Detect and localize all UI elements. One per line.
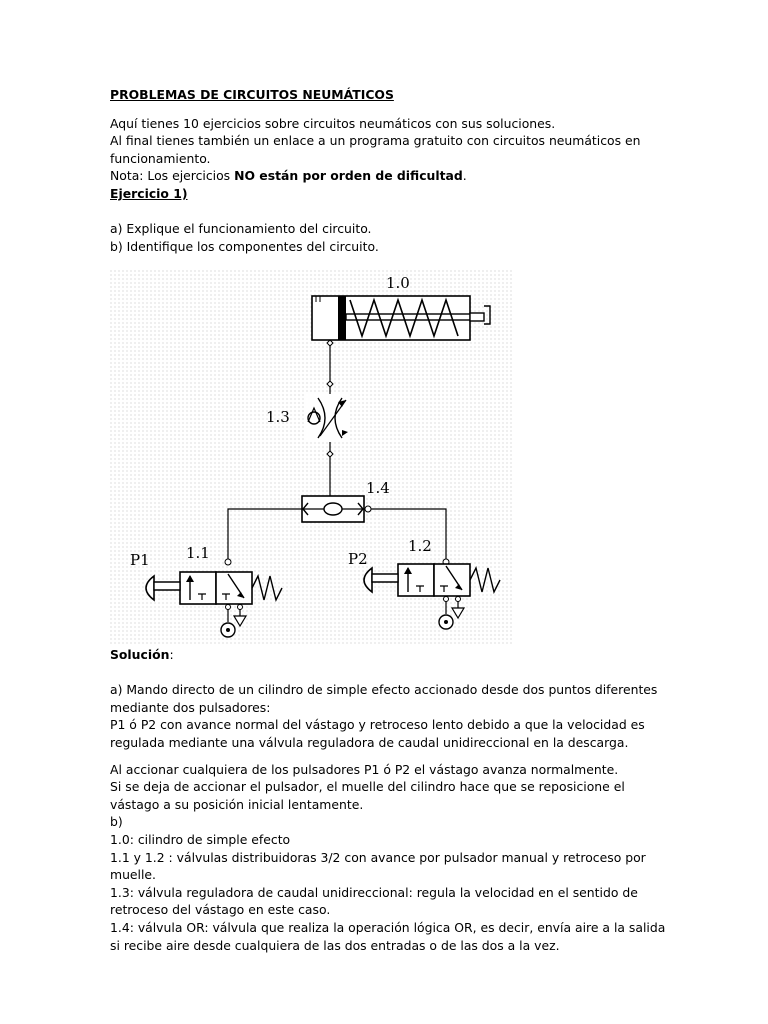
note-prefix: Nota: Los ejercicios (110, 168, 235, 184)
label-or-valve: 1.4 (366, 479, 390, 497)
label-valve-1: 1.1 (186, 544, 210, 562)
exercise-heading: Ejercicio 1) (110, 185, 188, 201)
single-acting-cylinder (312, 296, 490, 340)
flow-control-valve (306, 394, 350, 442)
label-valve-2: 1.2 (408, 537, 432, 555)
solution-b-3: 1.3: válvula reguladora de caudal unidireccional: regula la velocidad en el sentido de retroceso del vástago en este caso. (110, 884, 638, 918)
note-suffix: . (462, 168, 467, 184)
solution-a-2: P1 ó P2 con avance normal del vástago y retroceso lento debido a que la velocidad es regulada mediante una válvula reguladora de caudal unidireccional en la descarga. (110, 717, 645, 750)
note-bold: NO están por orden de dificultad (234, 168, 463, 184)
note-line (110, 167, 670, 185)
document-title: PROBLEMAS DE CIRCUITOS NEUMÁTICOS (110, 87, 394, 102)
intro-line-1: Aquí tienes 10 ejercicios sobre circuitos neumáticos con sus soluciones. (110, 115, 556, 131)
solution-heading (110, 646, 670, 664)
solution-heading-bold: Solución (110, 647, 170, 662)
label-pushbutton-1: P1 (130, 551, 150, 569)
solution-a-3: Al accionar cualquiera de los pulsadores P1 ó P2 el vástago avanza normalmente. (110, 761, 619, 777)
solution-a-1: a) Mando directo de un cilindro de simple efecto accionado desde dos puntos diferentes mediante dos pulsadores: (110, 682, 658, 715)
label-flow-valve: 1.3 (266, 408, 290, 426)
solution-b-1: 1.0: cilindro de simple efecto (110, 831, 291, 847)
solution-section (110, 646, 670, 954)
intro-line-2: Al final tienes también un enlace a un programa gratuito con circuitos neumáticos en funcionamiento. (110, 133, 641, 166)
document-page (110, 86, 670, 255)
pneumatic-circuit-diagram (110, 270, 512, 645)
label-pushbutton-2: P2 (348, 550, 368, 568)
solution-heading-colon: : (169, 647, 174, 662)
question-b: b) Identifique los componentes del circuito. (110, 238, 379, 254)
label-cylinder: 1.0 (386, 274, 410, 292)
solution-b-label: b) (110, 814, 123, 830)
solution-b-4: 1.4: válvula OR: válvula que realiza la operación lógica OR, es decir, envía aire a la salida si recibe aire desde cualquiera de las dos entradas o de las dos a la vez. (110, 919, 666, 953)
solution-b-2: 1.1 y 1.2 : válvulas distribuidoras 3/2 con avance por pulsador manual y retroceso por muelle. (110, 849, 646, 883)
question-a: a) Explique el funcionamiento del circuito. (110, 221, 372, 237)
solution-a-4: Si se deja de accionar el pulsador, el muelle del cilindro hace que se reposicione el vástago a su posición inicial lentamente. (110, 779, 625, 812)
